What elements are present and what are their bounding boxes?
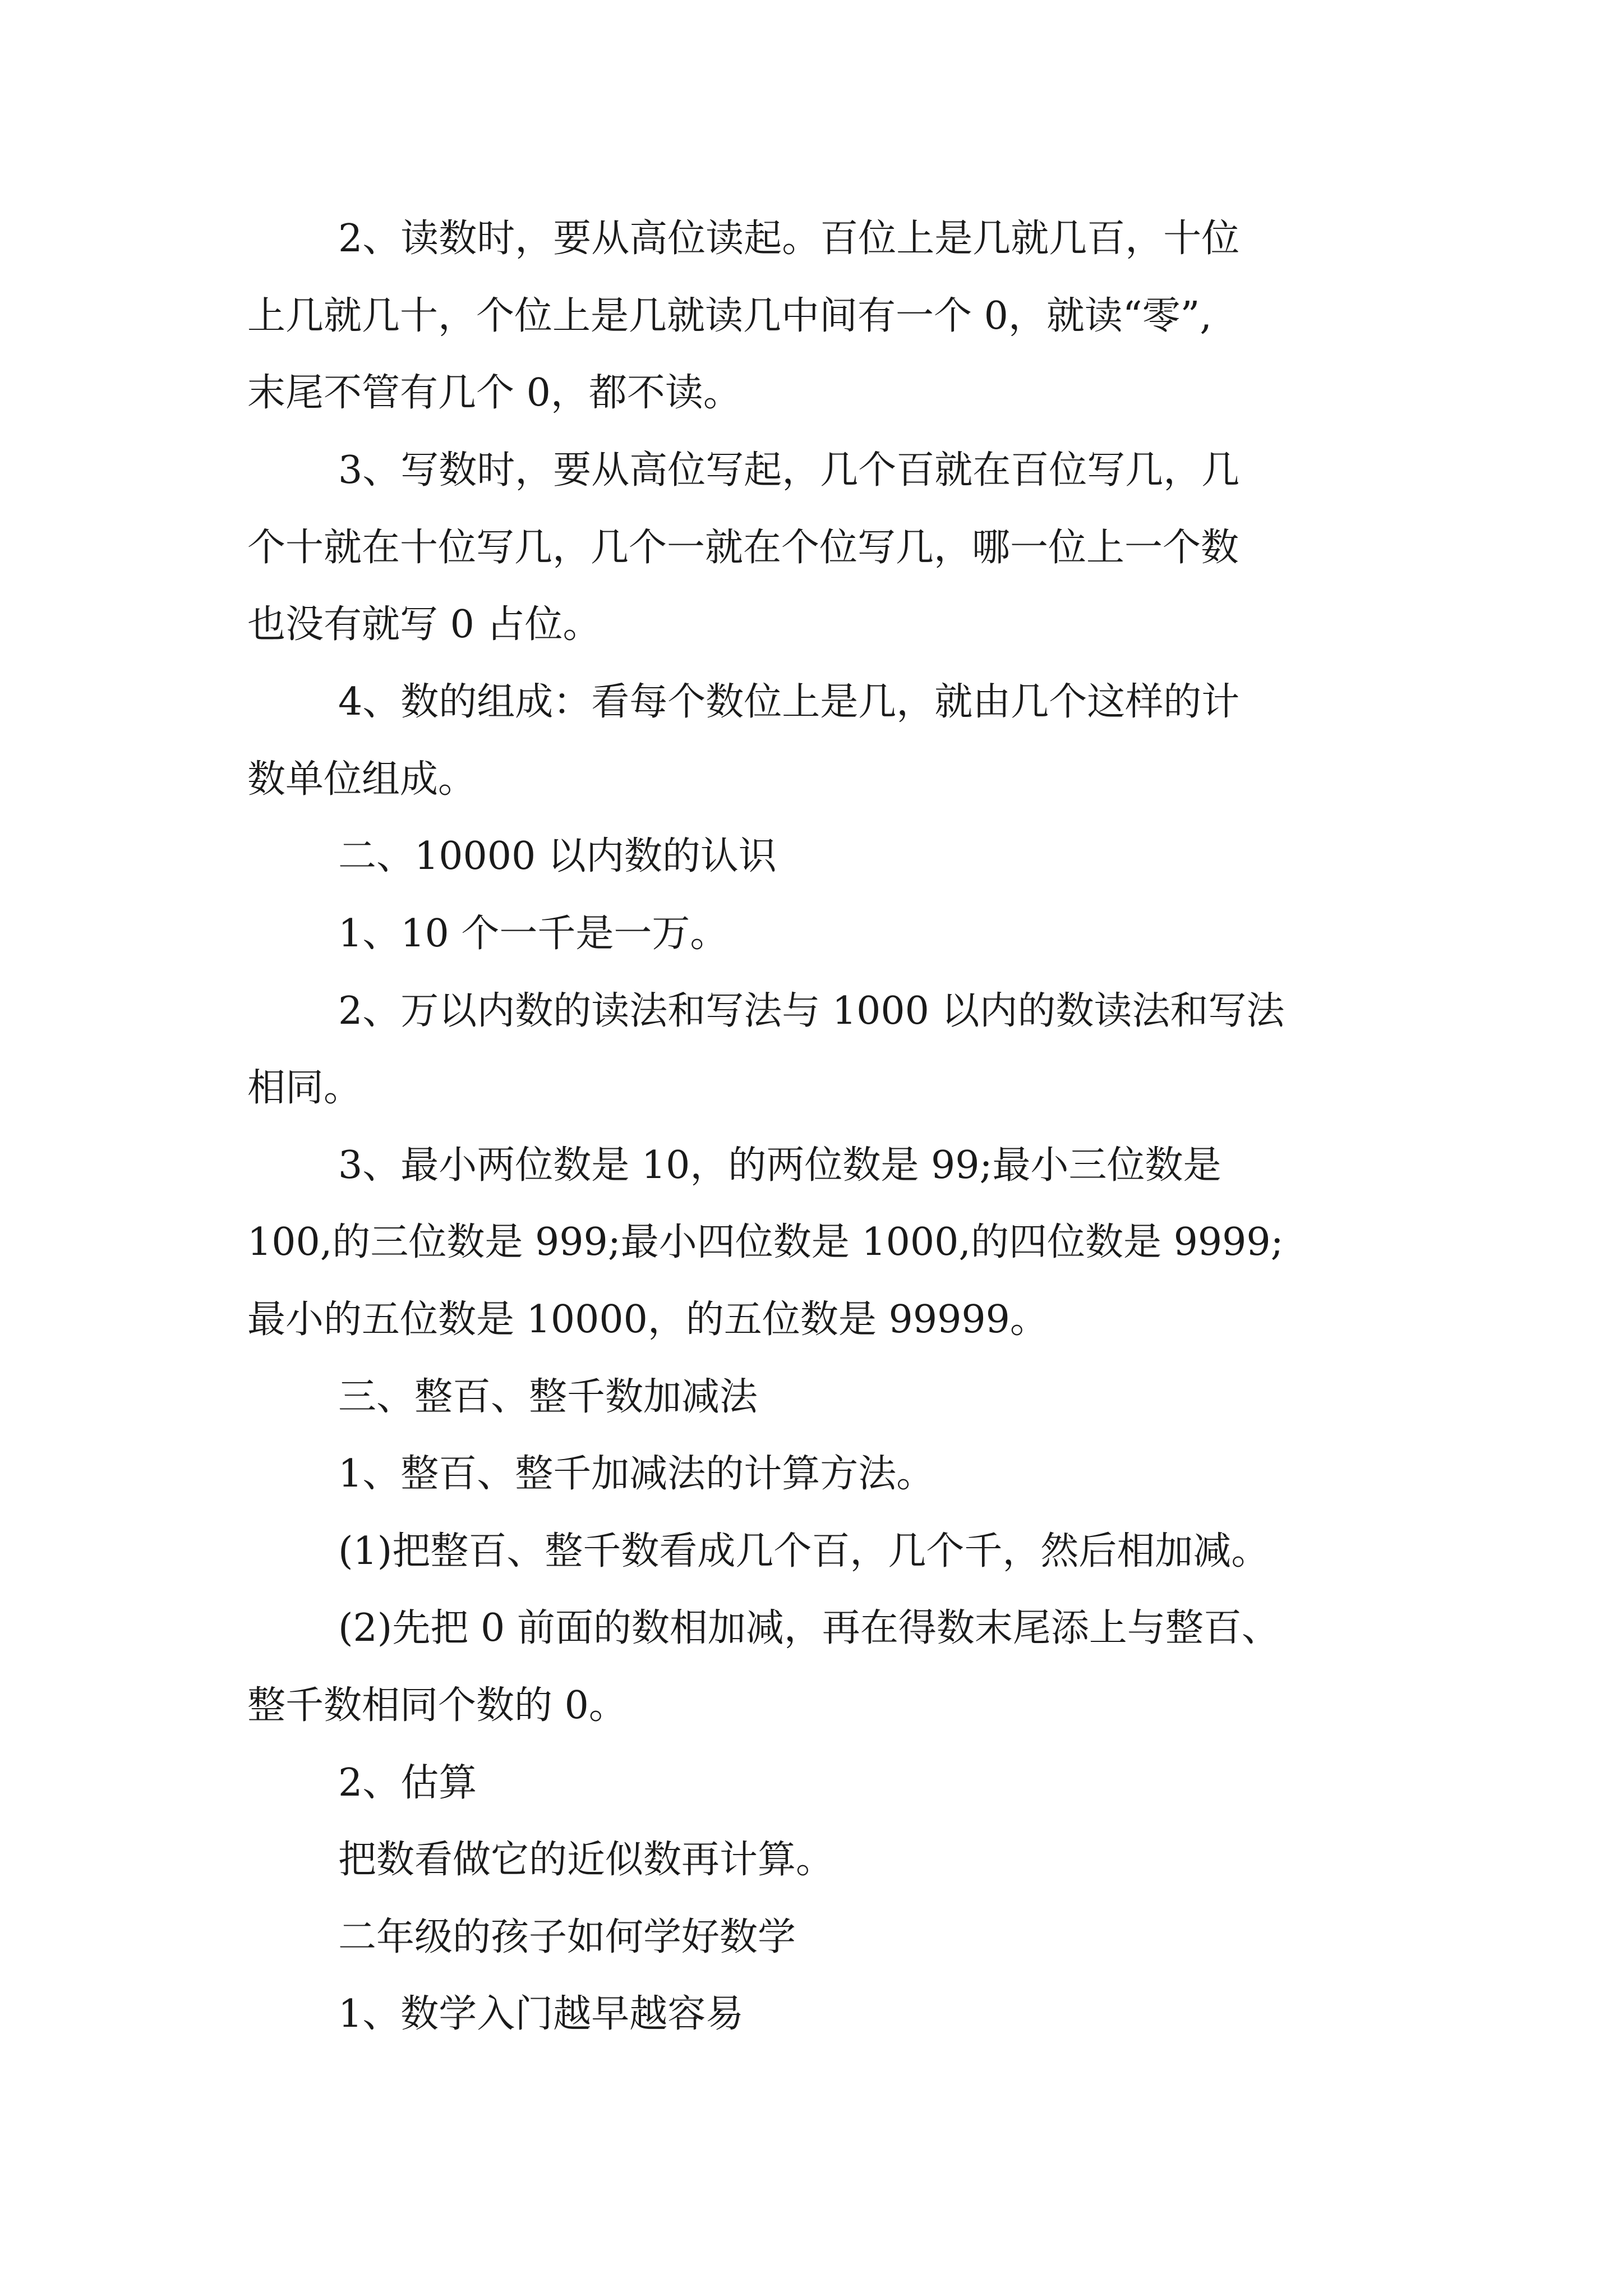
text-line: 把数看做它的近似数再计算。 — [338, 1838, 834, 1882]
text-line: 个十就在十位写几，几个一就在个位写几，哪一位上一个数 — [247, 526, 1239, 570]
text-line: (2)先把 0 前面的数相加减，再在得数末尾添上与整百、 — [338, 1606, 1280, 1650]
text-line: 也没有就写 0 占位。 — [247, 602, 601, 647]
text-line: 2、读数时，要从高位读起。百位上是几就几百，十位 — [338, 217, 1240, 261]
text-line: 3、写数时，要从高位写起，几个百就在百位写几，几 — [338, 448, 1240, 493]
text-line: 1、整百、整千加减法的计算方法。 — [338, 1452, 935, 1496]
text-line: 2、万以内数的读法和写法与 1000 以内的数读法和写法 — [338, 989, 1285, 1033]
text-line: 1、数学入门越早越容易 — [338, 1992, 744, 2036]
text-line: 数单位组成。 — [247, 757, 477, 802]
text-line: 2、估算 — [338, 1761, 477, 1805]
text-line: 整千数相同个数的 0。 — [247, 1683, 627, 1728]
text-line: 最小的五位数是 10000，的五位数是 99999。 — [247, 1297, 1048, 1342]
text-line: 4、数的组成：看每个数位上是几，就由几个这样的计 — [338, 680, 1240, 724]
text-line: 100,的三位数是 999;最小四位数是 1000,的四位数是 9999; — [247, 1220, 1284, 1264]
text-line: 相同。 — [247, 1066, 362, 1110]
text-line: 3、最小两位数是 10，的两位数是 99;最小三位数是 — [338, 1143, 1221, 1188]
text-line: 末尾不管有几个 0，都不读。 — [247, 371, 741, 415]
text-line: 上几就几十，个位上是几就读几中间有一个 0，就读“零”, — [247, 294, 1212, 338]
text-line: 1、10 个一千是一万。 — [338, 912, 728, 956]
text-line: (1)把整百、整千数看成几个百，几个千，然后相加减。 — [338, 1529, 1270, 1573]
section-heading: 二年级的孩子如何学好数学 — [338, 1915, 796, 1959]
section-heading: 三、整百、整千数加减法 — [338, 1375, 758, 1419]
section-heading: 二、10000 以内数的认识 — [338, 834, 777, 878]
